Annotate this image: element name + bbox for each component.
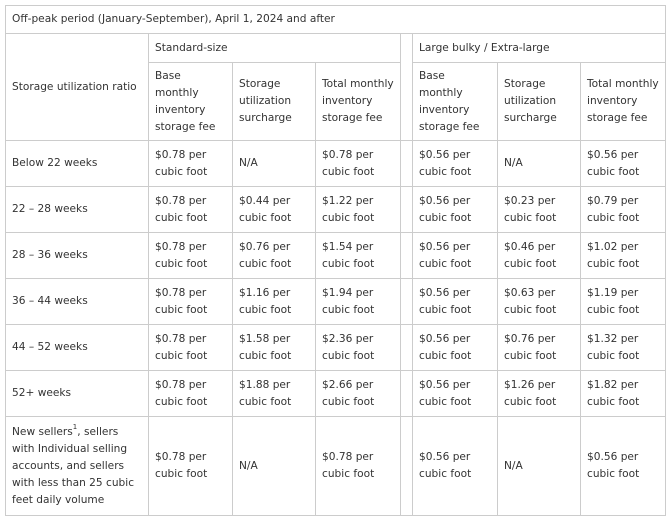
row-label: 52+ weeks	[6, 371, 149, 417]
group-header-standard-size: Standard-size	[149, 34, 401, 63]
standard-total-fee: $2.66 per cubic foot	[316, 371, 401, 417]
row-label	[6, 417, 149, 516]
standard-surcharge: N/A	[233, 417, 316, 516]
large-surcharge: $0.63 per cubic foot	[498, 279, 581, 325]
standard-base-fee: $0.78 per cubic foot	[149, 141, 233, 187]
standard-base-fee: $0.78 per cubic foot	[149, 325, 233, 371]
standard-total-fee: $2.36 per cubic foot	[316, 325, 401, 371]
large-surcharge: $0.46 per cubic foot	[498, 233, 581, 279]
col-header-standard-surcharge: Storage utilization surcharge	[233, 63, 316, 141]
large-base-fee: $0.56 per cubic foot	[413, 279, 498, 325]
col-header-standard-total-fee: Total monthly inventory storage fee	[316, 63, 401, 141]
group-gap	[401, 279, 413, 325]
row-label-prefix: New sellers	[12, 425, 73, 438]
row-label: 36 – 44 weeks	[6, 279, 149, 325]
standard-base-fee: $0.78 per cubic foot	[149, 233, 233, 279]
large-total-fee: $0.56 per cubic foot	[581, 141, 666, 187]
large-base-fee: $0.56 per cubic foot	[413, 371, 498, 417]
group-header-large-bulky: Large bulky / Extra-large	[413, 34, 666, 63]
table-row	[6, 187, 666, 233]
group-gap	[401, 187, 413, 233]
storage-fee-table	[5, 5, 666, 516]
large-surcharge: $0.23 per cubic foot	[498, 187, 581, 233]
large-surcharge: $0.76 per cubic foot	[498, 325, 581, 371]
large-total-fee: $1.32 per cubic foot	[581, 325, 666, 371]
standard-total-fee: $0.78 per cubic foot	[316, 141, 401, 187]
large-base-fee: $0.56 per cubic foot	[413, 325, 498, 371]
col-header-large-base-fee: Base monthly inventory storage fee	[413, 63, 498, 141]
large-total-fee: $0.56 per cubic foot	[581, 417, 666, 516]
large-surcharge: $1.26 per cubic foot	[498, 371, 581, 417]
table-row	[6, 325, 666, 371]
col-header-large-total-fee: Total monthly inventory storage fee	[581, 63, 666, 141]
large-total-fee: $1.19 per cubic foot	[581, 279, 666, 325]
large-total-fee: $1.82 per cubic foot	[581, 371, 666, 417]
standard-surcharge: $1.58 per cubic foot	[233, 325, 316, 371]
large-surcharge: N/A	[498, 417, 581, 516]
standard-surcharge: N/A	[233, 141, 316, 187]
standard-surcharge: $1.16 per cubic foot	[233, 279, 316, 325]
row-header-storage-utilization-ratio: Storage utilization ratio	[6, 34, 149, 141]
standard-total-fee: $0.78 per cubic foot	[316, 417, 401, 516]
large-base-fee: $0.56 per cubic foot	[413, 141, 498, 187]
table-row	[6, 371, 666, 417]
table-row	[6, 141, 666, 187]
group-gap	[401, 34, 413, 141]
table-row	[6, 233, 666, 279]
footnote-link[interactable]: 1	[72, 422, 78, 431]
table-title: Off-peak period (January-September), April 1, 2024 and after	[6, 6, 666, 34]
standard-base-fee: $0.78 per cubic foot	[149, 279, 233, 325]
large-surcharge: N/A	[498, 141, 581, 187]
large-total-fee: $0.79 per cubic foot	[581, 187, 666, 233]
standard-surcharge: $1.88 per cubic foot	[233, 371, 316, 417]
row-label: 44 – 52 weeks	[6, 325, 149, 371]
standard-total-fee: $1.94 per cubic foot	[316, 279, 401, 325]
group-gap	[401, 325, 413, 371]
table-row	[6, 417, 666, 516]
standard-surcharge: $0.44 per cubic foot	[233, 187, 316, 233]
standard-surcharge: $0.76 per cubic foot	[233, 233, 316, 279]
group-gap	[401, 417, 413, 516]
group-gap	[401, 233, 413, 279]
standard-base-fee: $0.78 per cubic foot	[149, 187, 233, 233]
col-header-standard-base-fee: Base monthly inventory storage fee	[149, 63, 233, 141]
group-gap	[401, 371, 413, 417]
row-label: 28 – 36 weeks	[6, 233, 149, 279]
row-label-suffix: , sellers with Individual selling accounts, and sellers with less than 25 cubic feet daily volume	[12, 425, 135, 506]
row-label: 22 – 28 weeks	[6, 187, 149, 233]
fee-table-container	[5, 5, 666, 516]
table-row	[6, 279, 666, 325]
large-base-fee: $0.56 per cubic foot	[413, 187, 498, 233]
large-base-fee: $0.56 per cubic foot	[413, 417, 498, 516]
large-total-fee: $1.02 per cubic foot	[581, 233, 666, 279]
standard-total-fee: $1.22 per cubic foot	[316, 187, 401, 233]
standard-total-fee: $1.54 per cubic foot	[316, 233, 401, 279]
row-label: Below 22 weeks	[6, 141, 149, 187]
standard-base-fee: $0.78 per cubic foot	[149, 371, 233, 417]
large-base-fee: $0.56 per cubic foot	[413, 233, 498, 279]
group-gap	[401, 141, 413, 187]
col-header-large-surcharge: Storage utilization surcharge	[498, 63, 581, 141]
standard-base-fee: $0.78 per cubic foot	[149, 417, 233, 516]
